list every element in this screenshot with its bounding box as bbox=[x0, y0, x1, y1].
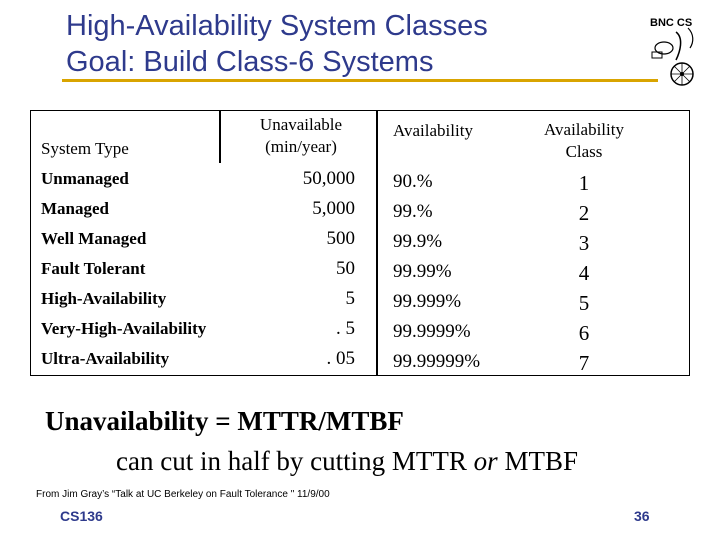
row-availability: 99.9999% bbox=[393, 321, 471, 342]
row-type: Very-High-Availability bbox=[41, 319, 207, 338]
title-line-2: Goal: Build Class-6 Systems bbox=[66, 46, 434, 78]
row-unavailable: 50 bbox=[336, 258, 355, 279]
header-class-line1: Availability bbox=[544, 120, 624, 139]
row-class: 5 bbox=[578, 291, 590, 315]
page-number: 36 bbox=[634, 508, 650, 524]
header-system-type: System Type bbox=[41, 139, 129, 158]
header-unavailable bbox=[241, 114, 361, 158]
row-availability: 90.% bbox=[393, 171, 433, 192]
row-availability: 99.99999% bbox=[393, 351, 481, 372]
header-unavailable-line1: Unavailable bbox=[259, 115, 343, 134]
header-class-line2: Class bbox=[565, 142, 603, 161]
unavailability-formula: Unavailability = MTTR/MTBF bbox=[45, 406, 404, 436]
mttr-mtbf-note bbox=[116, 446, 578, 477]
header-class bbox=[519, 119, 649, 163]
header-unavailable-line2: (min/year) bbox=[265, 137, 337, 156]
title-underline bbox=[62, 79, 658, 82]
source-citation: From Jim Gray’s “Talk at UC Berkeley on Fault Tolerance " 11/9/00 bbox=[36, 489, 330, 500]
row-unavailable: . 5 bbox=[336, 318, 355, 339]
row-class: 3 bbox=[578, 231, 590, 255]
row-unavailable: 5 bbox=[345, 288, 355, 309]
row-type: High-Availability bbox=[41, 289, 167, 308]
table-divider bbox=[219, 111, 221, 163]
row-unavailable: . 05 bbox=[326, 348, 355, 369]
row-unavailable: 5,000 bbox=[312, 198, 355, 219]
row-class: 6 bbox=[578, 321, 590, 345]
row-unavailable: 500 bbox=[326, 228, 355, 249]
logo-text: BNC CS bbox=[650, 17, 693, 29]
row-class: 7 bbox=[578, 351, 590, 375]
row-availability: 99.9% bbox=[393, 231, 443, 252]
slide-title bbox=[66, 8, 488, 80]
title-line-1: High-Availability System Classes bbox=[66, 10, 488, 42]
note-text-before: can cut in half by cutting MTTR bbox=[116, 446, 474, 476]
bicycle-logo-icon bbox=[640, 8, 712, 88]
row-type: Fault Tolerant bbox=[41, 259, 146, 278]
row-class: 4 bbox=[578, 261, 590, 285]
header-availability: Availability bbox=[393, 121, 473, 140]
note-text-after: MTBF bbox=[497, 446, 578, 476]
row-type: Managed bbox=[41, 199, 109, 218]
table-divider bbox=[376, 111, 378, 375]
row-availability: 99.99% bbox=[393, 261, 452, 282]
course-label: CS136 bbox=[60, 508, 103, 524]
row-type: Well Managed bbox=[41, 229, 147, 248]
row-class: 1 bbox=[578, 171, 590, 195]
row-availability: 99.999% bbox=[393, 291, 462, 312]
row-type: Ultra-Availability bbox=[41, 349, 170, 368]
row-class: 2 bbox=[578, 201, 590, 225]
row-unavailable: 50,000 bbox=[302, 168, 355, 189]
row-availability: 99.% bbox=[393, 201, 433, 222]
note-text-or: or bbox=[473, 446, 498, 476]
availability-table bbox=[30, 110, 690, 376]
row-type: Unmanaged bbox=[41, 169, 129, 188]
